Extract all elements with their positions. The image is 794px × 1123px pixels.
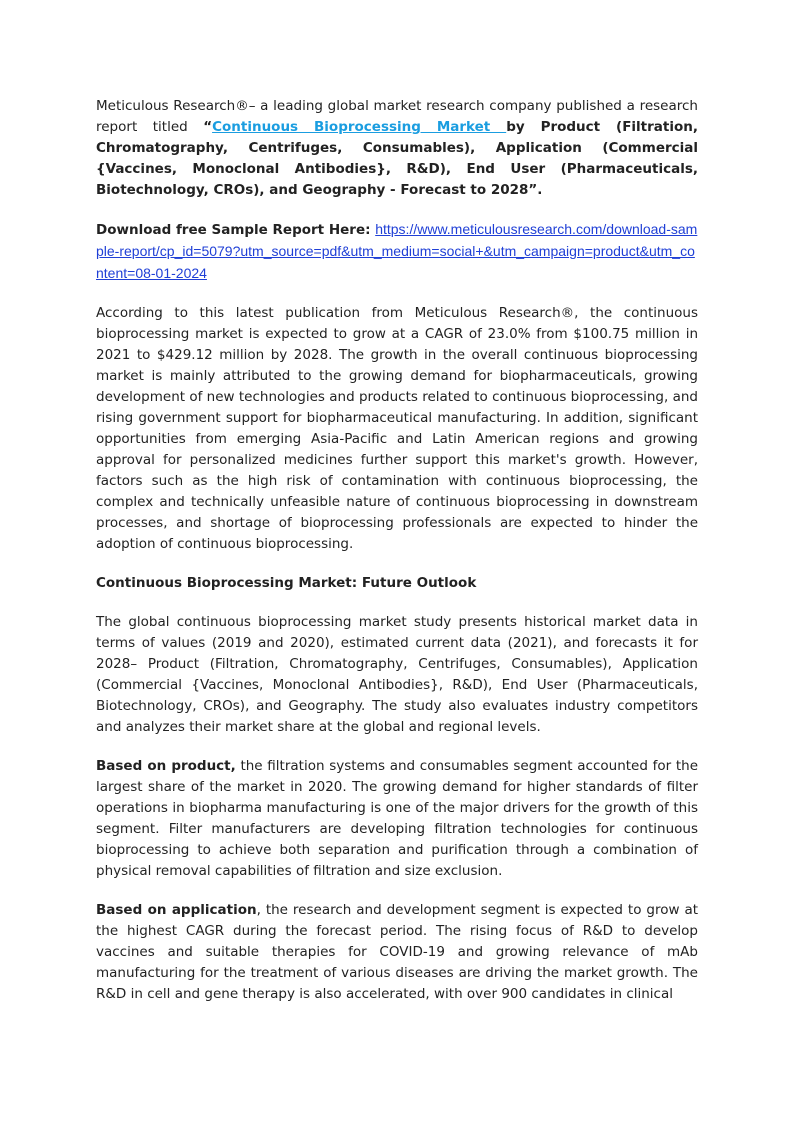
future-outlook-heading: Continuous Bioprocessing Market: Future Outlook — [96, 575, 477, 591]
product-segment-lead: Based on product, — [96, 758, 236, 774]
download-line — [96, 219, 698, 285]
spacer — [96, 285, 698, 303]
spacer — [96, 201, 698, 219]
application-segment-text: , the research and development segment is expected to grow at the highest CAGR during the forecast period. The rising focus of R&D to develop vaccines and suitable therapies for COVID-19 and growing relevance of mAb manufacturing for the treatment of various diseases are driving the market growth. The R&D in cell and gene therapy is also accelerated, with over 900 candidates in clinical — [96, 902, 699, 1002]
intro-paragraph — [96, 96, 698, 201]
spacer — [96, 882, 698, 900]
product-segment-paragraph — [96, 756, 698, 882]
report-title-rest: by Product (Filtration, Chromatography, Centrifuges, Consumables), Application (Commercial {Vaccines, Monoclonal Antibodies}, R&D), End User (Pharmaceuticals, Biotechnology, CROs), and Geography - Forecast to 2028”. — [96, 119, 698, 198]
download-label: Download free Sample Report Here: — [96, 222, 376, 238]
spacer — [96, 738, 698, 756]
intro-prefix: Meticulous Research®– a leading global market research company published a research report titled — [96, 98, 698, 135]
download-sample-link[interactable]: https://www.meticulousresearch.com/download-sample-report/cp_id=5079?utm_source=pdf&utm_medium=social+&utm_campaign=product&utm_content=08-01-2024 — [96, 221, 698, 281]
spacer — [96, 594, 698, 612]
spacer — [96, 555, 698, 573]
product-segment-text: the filtration systems and consumables segment accounted for the largest share of the market in 2020. The growing demand for higher standards of filter operations in biopharma manufacturing is one of the major drivers for the growth of this segment. Filter manufacturers are developing filtration technologies for continuous bioprocessing to achieve both separation and purification through a combination of physical removal capabilities of filtration and size exclusion. — [96, 758, 699, 879]
application-segment-lead: Based on application — [96, 902, 257, 918]
application-segment-paragraph — [96, 900, 698, 1005]
document-page — [96, 96, 698, 1005]
market-overview-paragraph: According to this latest publication from Meticulous Research®, the continuous bioprocessing market is expected to grow at a CAGR of 23.0% from $100.75 million in 2021 to $429.12 million by 2028. The growth in the overall continuous bioprocessing market is mainly attributed to the growing demand for biopharmaceuticals, growing development of new technologies and products related to continuous bioprocessing, and rising government support for biopharmaceutical manufacturing. In addition, significant opportunities from emerging Asia-Pacific and Latin American regions and growing approval for personalized medicines further support this market's growth. However, factors such as the high risk of contamination with continuous bioprocessing, the complex and technically unfeasible nature of continuous bioprocessing in downstream processes, and shortage of bioprocessing professionals are expected to hinder the adoption of continuous bioprocessing. — [96, 305, 698, 552]
report-title-link[interactable]: Continuous Bioprocessing Market — [212, 119, 507, 135]
quote-open: “ — [203, 119, 213, 135]
study-scope-paragraph: The global continuous bioprocessing market study presents historical market data in terms of values (2019 and 2020), estimated current data (2021), and forecasts it for 2028– Product (Filtration, Chromatography, Centrifuges, Consumables), Application (Commercial {Vaccines, Monoclonal Antibodies}, R&D), End User (Pharmaceuticals, Biotechnology, CROs), and Geography. The study also evaluates industry competitors and analyzes their market share at the global and regional levels. — [96, 614, 698, 735]
